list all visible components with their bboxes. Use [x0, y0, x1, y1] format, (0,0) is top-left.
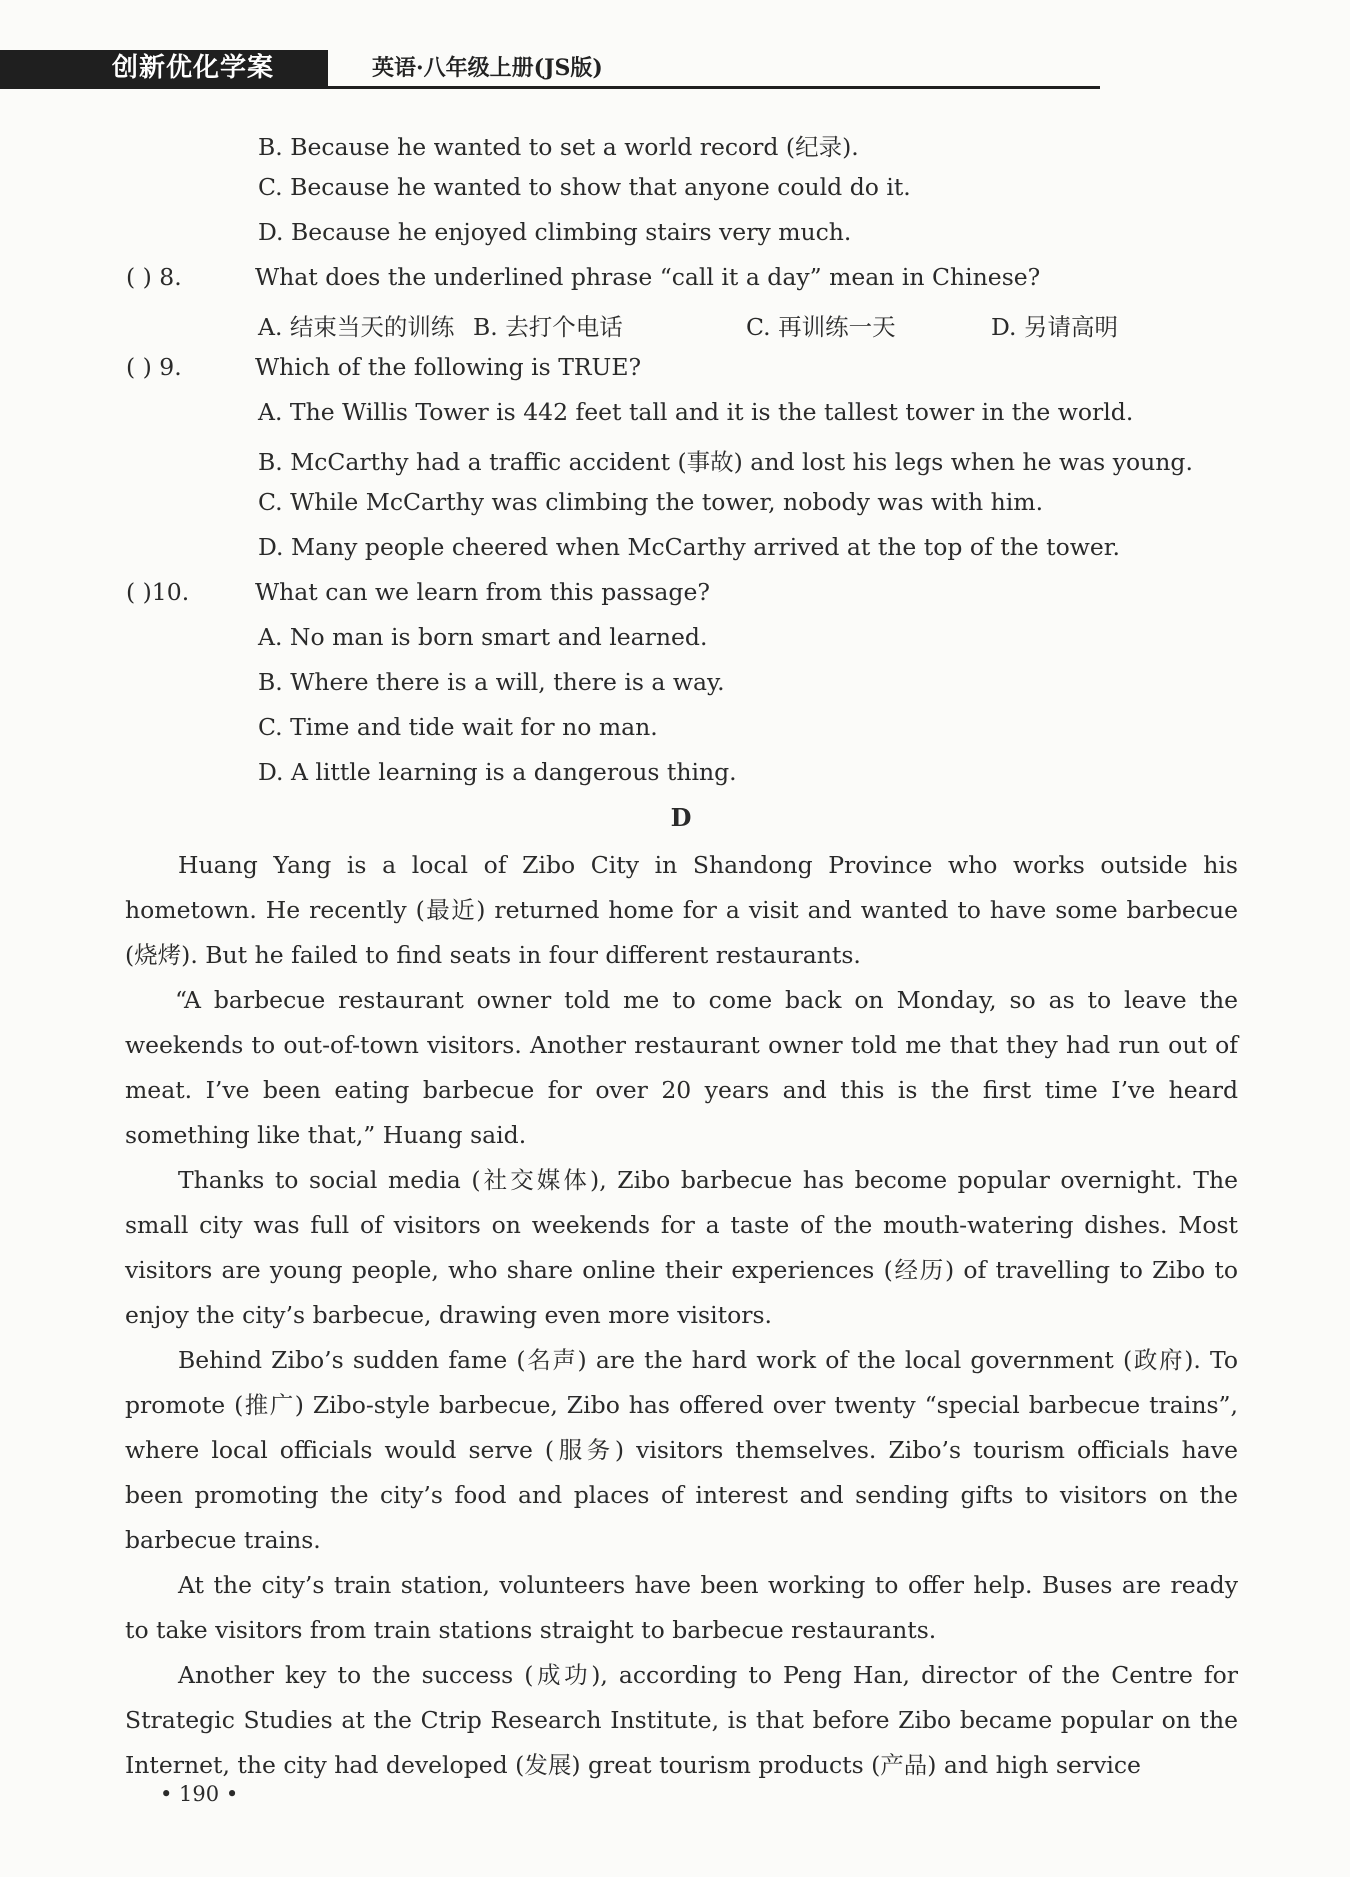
q8-option-a: A. 结束当天的训练: [258, 313, 455, 341]
q8-question: What does the underlined phrase “call it a day” mean in Chinese?: [255, 263, 1041, 291]
q9-option-b: B. McCarthy had a traffic accident (事故) and lost his legs when he was young.: [258, 448, 1193, 476]
q10-option-d: D. A little learning is a dangerous thing.: [258, 758, 737, 786]
q8-number: ( ) 8.: [126, 263, 182, 291]
q7-option-b: B. Because he wanted to set a world record (纪录).: [258, 133, 859, 161]
brand-logo: 创新优化学案: [0, 50, 328, 86]
q10-option-b: B. Where there is a will, there is a way.: [258, 668, 725, 696]
paragraph-1: Huang Yang is a local of Zibo City in Shandong Province who works outside his hometown. He recently (最近) returned home for a visit and wanted to have some barbecue (烧烤). But he failed to find seats in four different restaurants.: [125, 851, 1238, 969]
q9-question: Which of the following is TRUE?: [255, 353, 642, 381]
q10-option-c: C. Time and tide wait for no man.: [258, 713, 658, 741]
page-number: • 190 •: [160, 1782, 239, 1806]
book-title: 英语·八年级上册(JS版): [372, 55, 603, 81]
q7-option-d: D. Because he enjoyed climbing stairs very much.: [258, 218, 852, 246]
q9-option-c: C. While McCarthy was climbing the tower, nobody was with him.: [258, 488, 1044, 516]
q9-option-d: D. Many people cheered when McCarthy arrived at the top of the tower.: [258, 533, 1120, 561]
paragraph-3: Thanks to social media (社交媒体), Zibo barbecue has become popular overnight. The small city was full of visitors on weekends for a taste of the mouth-watering dishes. Most visitors are young people, who share online their experiences (经历) of travelling to Zibo to enjoy the city’s barbecue, drawing even more visitors.: [125, 1166, 1238, 1329]
q8-option-c: C. 再训练一天: [746, 313, 896, 341]
q10-option-a: A. No man is born smart and learned.: [258, 623, 708, 651]
section-title: D: [670, 803, 692, 832]
q8-option-b: B. 去打个电话: [473, 313, 623, 341]
header-rule: [0, 86, 1100, 89]
page-header: [0, 50, 1100, 86]
paragraph-6: Another key to the success (成功), according to Peng Han, director of the Centre for Strategic Studies at the Ctrip Research Institute, is that before Zibo became popular on the Internet, the city had developed (发展) great tourism products (产品) and high service: [125, 1661, 1238, 1779]
q7-option-c: C. Because he wanted to show that anyone could do it.: [258, 173, 911, 201]
paragraph-2: “A barbecue restaurant owner told me to come back on Monday, so as to leave the weekends to out-of-town visitors. Another restaurant owner told me that they had run out of meat. I’ve been eating barbecue for over 20 years and this is the first time I’ve heard something like that,” Huang said.: [125, 986, 1238, 1149]
q9-option-a: A. The Willis Tower is 442 feet tall and it is the tallest tower in the world.: [258, 398, 1134, 426]
q10-question: What can we learn from this passage?: [255, 578, 710, 606]
q10-number: ( )10.: [126, 578, 190, 606]
paragraph-5: At the city’s train station, volunteers have been working to offer help. Buses are ready to take visitors from train stations straight to barbecue restaurants.: [125, 1571, 1238, 1644]
paragraph-4: Behind Zibo’s sudden fame (名声) are the hard work of the local government (政府). To promote (推广) Zibo-style barbecue, Zibo has offered over twenty “special barbecue trains”, where local officials would serve (服务) visitors themselves. Zibo’s tourism officials have been promoting the city’s food and places of interest and sending gifts to visitors on the barbecue trains.: [125, 1346, 1238, 1554]
q8-option-d: D. 另请高明: [991, 313, 1118, 341]
q9-number: ( ) 9.: [126, 353, 182, 381]
